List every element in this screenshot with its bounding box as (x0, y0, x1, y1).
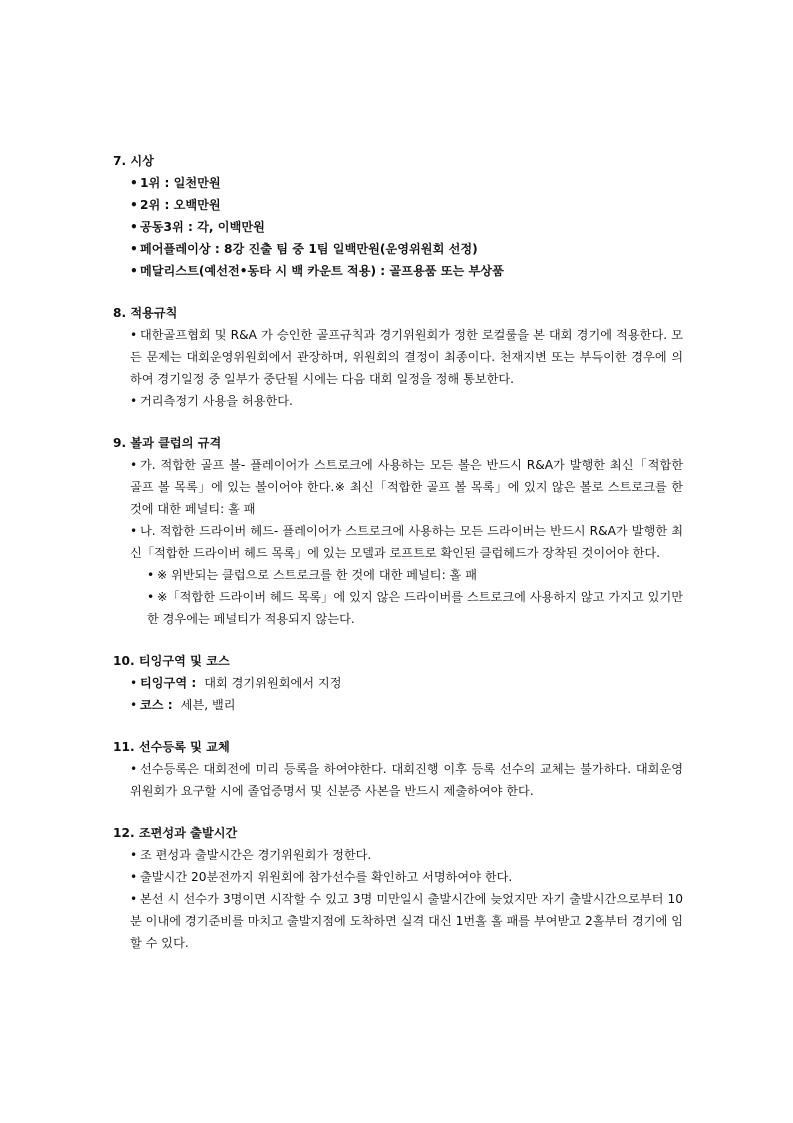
paragraph-text: 본선 시 선수가 3명이면 시작할 수 있고 3명 미만일시 출발시간에 늦었지만 자기 출발시간으로부터 10분 이내에 경기준비를 마치고 출발지점에 도착하면 실격 대신 1번홀 홀 패를 부여받고 2홀부터 경기에 임할 수 있다. (130, 892, 683, 950)
section-title: 12. 조편성과 출발시간 (113, 826, 238, 840)
list-item (113, 216, 683, 238)
tee-label: 티잉구역 : (140, 676, 197, 690)
paragraph-text: 출발시간 20분전까지 위원회에 참가선수를 확인하고 서명하여야 한다. (140, 870, 513, 884)
course-value: 세븐, 밸리 (180, 698, 236, 712)
list-item (113, 172, 683, 194)
list-item (113, 672, 683, 694)
list-item-text: 공동3위 : 각, 이백만원 (140, 220, 265, 234)
list-item-text: 1위 : 일천만원 (140, 176, 221, 190)
list-item (113, 694, 683, 716)
bullet-icon: • (147, 568, 155, 582)
tee-value: 대회 경기위원회에서 지정 (204, 676, 342, 690)
section-tee-times (113, 822, 683, 954)
bullet-icon: • (130, 524, 138, 538)
list-item-text: 2위 : 오백만원 (140, 198, 221, 212)
list-item-text: ※「적합한 드라이버 헤드 목록」에 있지 않은 드라이버를 스트로크에 사용하지 않고 가지고 있기만 한 경우에는 페널티가 적용되지 않는다. (147, 590, 683, 626)
bullet-icon: • (130, 892, 138, 906)
section-title: 9. 볼과 클럽의 규격 (113, 436, 222, 450)
paragraph-text: 조 편성과 출발시간은 경기위원회가 정한다. (140, 848, 372, 862)
bullet-icon: • (130, 848, 138, 862)
paragraph (113, 324, 683, 390)
list-item-text: 페어플레이상 : 8강 진출 팀 중 1팀 일백만원(운영위원회 선정) (140, 242, 478, 256)
bullet-icon: • (130, 198, 138, 212)
bullet-icon: • (130, 676, 138, 690)
section-registration (113, 736, 683, 802)
paragraph-text: 대한골프협회 및 R&A 가 승인한 골프규칙과 경기위원회가 정한 로컬룰을 본 대회 경기에 적용한다. 모든 문제는 대회운영위원회에서 관장하며, 위원회의 결정이 최종이다. 천재지변 또는 부득이한 경우에 의하여 경기일정 중 일부가 중단될 시에는 다음 대회 일정을 정해 통보한다. (130, 328, 683, 386)
section-title: 11. 선수등록 및 교체 (113, 740, 230, 754)
course-label: 코스 : (140, 698, 173, 712)
bullet-icon: • (130, 264, 138, 278)
paragraph (113, 454, 683, 520)
section-title: 10. 티잉구역 및 코스 (113, 654, 230, 668)
document-page (113, 150, 683, 974)
paragraph-text: 가. 적합한 골프 볼- 플레이어가 스트로크에 사용하는 모든 볼은 반드시 R&A가 발행한 최신「적합한 골프 볼 목록」에 있는 볼이어야 한다.※ 최신「적합한 골프 볼 목록」에 있지 않은 볼로 스트로크를 한 것에 대한 페널티: 홀 패 (130, 458, 683, 516)
list-item (113, 260, 683, 282)
bullet-icon: • (130, 328, 138, 342)
section-title: 8. 적용규칙 (113, 306, 178, 320)
bullet-icon: • (130, 176, 138, 190)
paragraph (113, 888, 683, 954)
paragraph (113, 390, 683, 412)
bullet-icon: • (130, 242, 138, 256)
bullet-icon: • (130, 698, 138, 712)
section-course (113, 650, 683, 716)
list-item (113, 586, 683, 630)
paragraph-text: 거리측정기 사용을 허용한다. (140, 394, 293, 408)
paragraph (113, 844, 683, 866)
list-item (113, 238, 683, 260)
section-awards (113, 150, 683, 282)
bullet-icon: • (130, 870, 138, 884)
paragraph-text: 선수등록은 대회전에 미리 등록을 하여야한다. 대회진행 이후 등록 선수의 교체는 불가하다. 대회운영 위원회가 요구할 시에 졸업증명서 및 신분증 사본을 반드시 제출하여야 한다. (130, 762, 683, 798)
section-rules (113, 302, 683, 412)
section-equipment (113, 432, 683, 630)
bullet-icon: • (147, 590, 155, 604)
paragraph-text: 나. 적합한 드라이버 헤드- 플레이어가 스트로크에 사용하는 모든 드라이버는 반드시 R&A가 발행한 최신「적합한 드라이버 헤드 목록」에 있는 모델과 로프트로 확인된 클럽헤드가 장착된 것이어야 한다. (130, 524, 683, 560)
bullet-icon: • (130, 458, 138, 472)
list-item-text: 메달리스트(예선전•동타 시 백 카운트 적용) : 골프용품 또는 부상품 (140, 264, 504, 278)
paragraph (113, 866, 683, 888)
paragraph (113, 758, 683, 802)
section-title: 7. 시상 (113, 154, 154, 168)
bullet-icon: • (130, 220, 138, 234)
paragraph (113, 520, 683, 564)
bullet-icon: • (130, 394, 138, 408)
bullet-icon: • (130, 762, 138, 776)
list-item (113, 194, 683, 216)
list-item (113, 564, 683, 586)
list-item-text: ※ 위반되는 클럽으로 스트로크를 한 것에 대한 페널티: 홀 패 (157, 568, 477, 582)
